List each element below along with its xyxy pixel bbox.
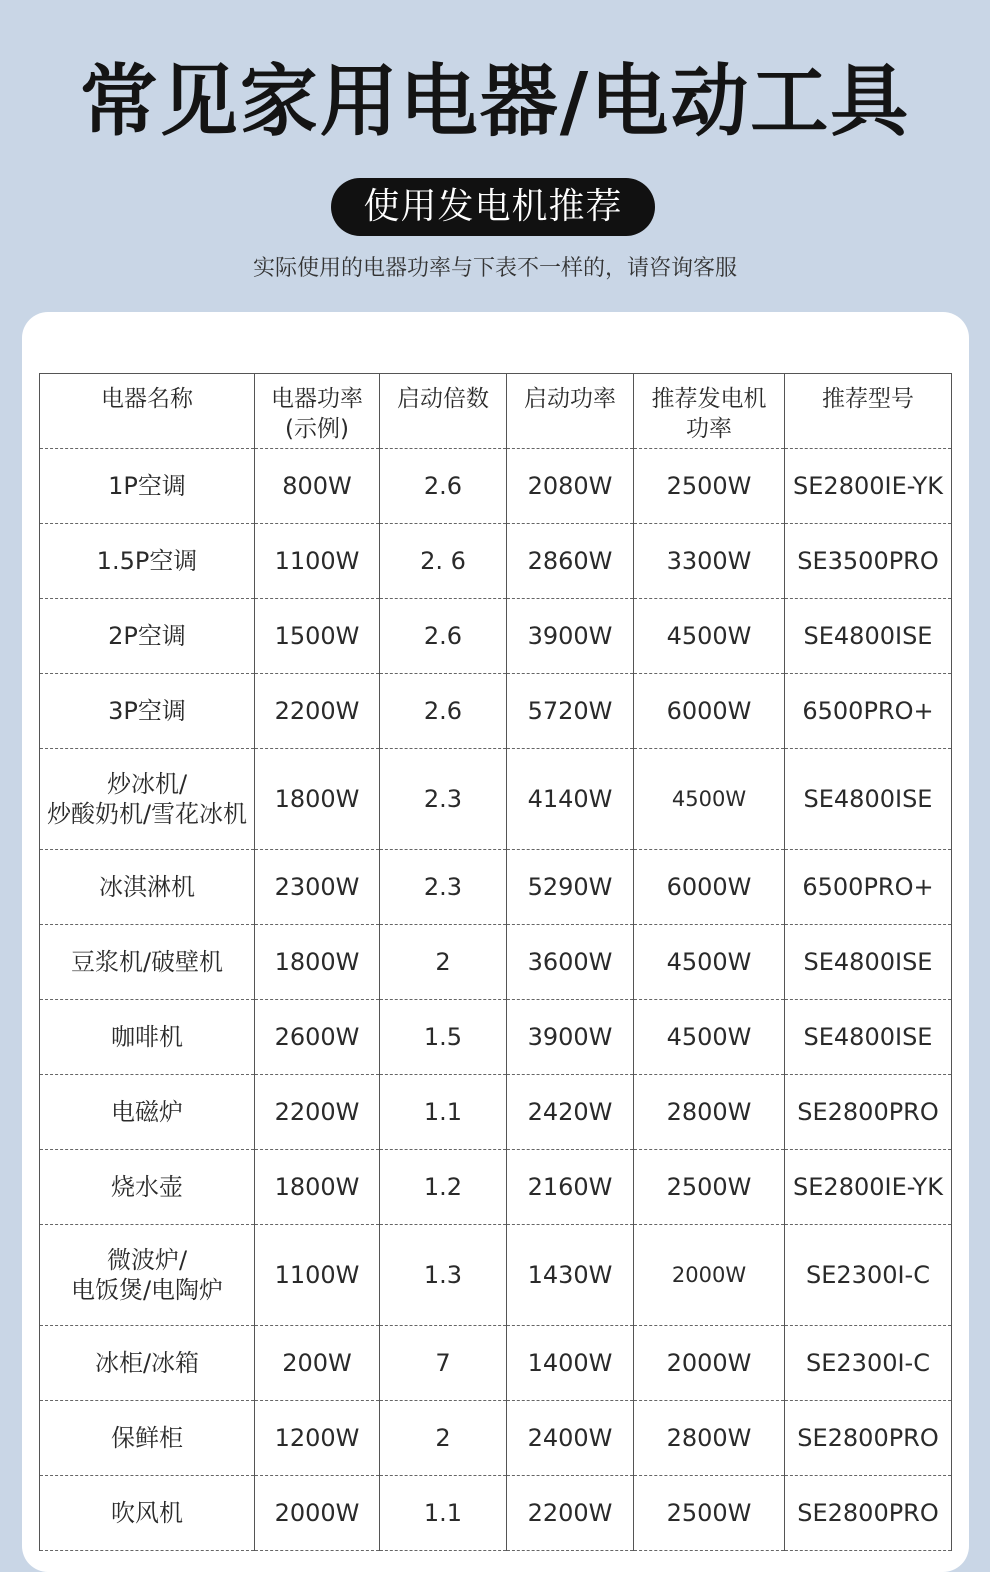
table-row	[40, 599, 952, 674]
table-row	[40, 449, 952, 524]
cell-model: SE4800ISE	[785, 599, 952, 674]
cell-start-power: 3900W	[507, 599, 634, 674]
table-row	[40, 1476, 952, 1551]
cell-model: SE2800PRO	[785, 1476, 952, 1551]
cell-start-power: 2420W	[507, 1075, 634, 1150]
cell-generator-power: 4500W	[634, 749, 785, 850]
cell-power: 1800W	[255, 925, 380, 1000]
cell-multiplier: 2	[380, 925, 507, 1000]
cell-model: SE3500PRO	[785, 524, 952, 599]
cell-multiplier: 2.6	[380, 599, 507, 674]
table-row	[40, 1401, 952, 1476]
cell-power: 2600W	[255, 1000, 380, 1075]
cell-start-power: 5290W	[507, 850, 634, 925]
table-row	[40, 1225, 952, 1326]
cell-start-power: 2400W	[507, 1401, 634, 1476]
cell-start-power: 5720W	[507, 674, 634, 749]
cell-generator-power: 2000W	[634, 1225, 785, 1326]
cell-generator-power: 2500W	[634, 1476, 785, 1551]
cell-model: SE4800ISE	[785, 749, 952, 850]
header-recommended-power: 推荐发电机 功率	[634, 374, 785, 449]
table-row	[40, 749, 952, 850]
table-row	[40, 925, 952, 1000]
cell-generator-power: 2800W	[634, 1401, 785, 1476]
table-row	[40, 1000, 952, 1075]
page-title: 常见家用电器/电动工具	[79, 57, 911, 147]
cell-appliance: 1.5P空调	[40, 524, 255, 599]
cell-power: 1800W	[255, 1150, 380, 1225]
cell-generator-power: 2500W	[634, 1150, 785, 1225]
cell-power: 2200W	[255, 1075, 380, 1150]
cell-appliance: 保鲜柜	[40, 1401, 255, 1476]
cell-start-power: 4140W	[507, 749, 634, 850]
header-appliance-name: 电器名称	[40, 374, 255, 449]
cell-model: SE2800PRO	[785, 1075, 952, 1150]
cell-multiplier: 1.1	[380, 1476, 507, 1551]
cell-start-power: 2160W	[507, 1150, 634, 1225]
cell-multiplier: 1.5	[380, 1000, 507, 1075]
cell-start-power: 2200W	[507, 1476, 634, 1551]
cell-power: 1100W	[255, 524, 380, 599]
cell-model: 6500PRO+	[785, 674, 952, 749]
cell-power: 200W	[255, 1326, 380, 1401]
cell-power: 2200W	[255, 674, 380, 749]
cell-appliance: 冰柜/冰箱	[40, 1326, 255, 1401]
cell-start-power: 3600W	[507, 925, 634, 1000]
cell-start-power: 2080W	[507, 449, 634, 524]
cell-appliance: 2P空调	[40, 599, 255, 674]
cell-power: 1500W	[255, 599, 380, 674]
cell-model: SE2800IE-YK	[785, 1150, 952, 1225]
cell-generator-power: 2500W	[634, 449, 785, 524]
cell-generator-power: 2000W	[634, 1326, 785, 1401]
cell-appliance: 1P空调	[40, 449, 255, 524]
cell-start-power: 1430W	[507, 1225, 634, 1326]
cell-appliance: 烧水壶	[40, 1150, 255, 1225]
table-row	[40, 1326, 952, 1401]
cell-power: 2000W	[255, 1476, 380, 1551]
cell-appliance: 电磁炉	[40, 1075, 255, 1150]
cell-appliance: 3P空调	[40, 674, 255, 749]
cell-model: SE2300I-C	[785, 1225, 952, 1326]
cell-multiplier: 1.1	[380, 1075, 507, 1150]
cell-multiplier: 2	[380, 1401, 507, 1476]
table-row	[40, 674, 952, 749]
cell-model: SE2800IE-YK	[785, 449, 952, 524]
cell-generator-power: 4500W	[634, 599, 785, 674]
cell-multiplier: 1.2	[380, 1150, 507, 1225]
disclaimer-note: 实际使用的电器功率与下表不一样的，请咨询客服	[252, 256, 737, 281]
cell-power: 1800W	[255, 749, 380, 850]
cell-start-power: 2860W	[507, 524, 634, 599]
cell-appliance: 微波炉/ 电饭煲/电陶炉	[40, 1225, 255, 1326]
cell-multiplier: 2.6	[380, 674, 507, 749]
cell-multiplier: 2.3	[380, 749, 507, 850]
cell-start-power: 1400W	[507, 1326, 634, 1401]
table-header-row	[40, 374, 952, 449]
cell-appliance: 咖啡机	[40, 1000, 255, 1075]
cell-power: 800W	[255, 449, 380, 524]
cell-appliance: 吹风机	[40, 1476, 255, 1551]
table-row	[40, 850, 952, 925]
cell-model: 6500PRO+	[785, 850, 952, 925]
cell-generator-power: 2800W	[634, 1075, 785, 1150]
table-row	[40, 1075, 952, 1150]
cell-power: 1200W	[255, 1401, 380, 1476]
cell-multiplier: 2.6	[380, 449, 507, 524]
cell-generator-power: 6000W	[634, 850, 785, 925]
cell-model: SE4800ISE	[785, 1000, 952, 1075]
cell-appliance: 豆浆机/破壁机	[40, 925, 255, 1000]
cell-appliance: 冰淇淋机	[40, 850, 255, 925]
subtitle-badge: 使用发电机推荐	[331, 178, 655, 236]
cell-multiplier: 1.3	[380, 1225, 507, 1326]
cell-multiplier: 2. 6	[380, 524, 507, 599]
cell-power: 2300W	[255, 850, 380, 925]
table-row	[40, 524, 952, 599]
cell-model: SE4800ISE	[785, 925, 952, 1000]
table-row	[40, 1150, 952, 1225]
header-recommended-model: 推荐型号	[785, 374, 952, 449]
cell-multiplier: 7	[380, 1326, 507, 1401]
cell-model: SE2800PRO	[785, 1401, 952, 1476]
cell-generator-power: 4500W	[634, 925, 785, 1000]
header-appliance-power: 电器功率 (示例)	[255, 374, 380, 449]
cell-power: 1100W	[255, 1225, 380, 1326]
cell-start-power: 3900W	[507, 1000, 634, 1075]
cell-appliance: 炒冰机/ 炒酸奶机/雪花冰机	[40, 749, 255, 850]
header-start-power: 启动功率	[507, 374, 634, 449]
recommendation-table	[39, 373, 952, 1551]
cell-generator-power: 3300W	[634, 524, 785, 599]
cell-generator-power: 4500W	[634, 1000, 785, 1075]
cell-model: SE2300I-C	[785, 1326, 952, 1401]
header-start-multiplier: 启动倍数	[380, 374, 507, 449]
cell-generator-power: 6000W	[634, 674, 785, 749]
cell-multiplier: 2.3	[380, 850, 507, 925]
